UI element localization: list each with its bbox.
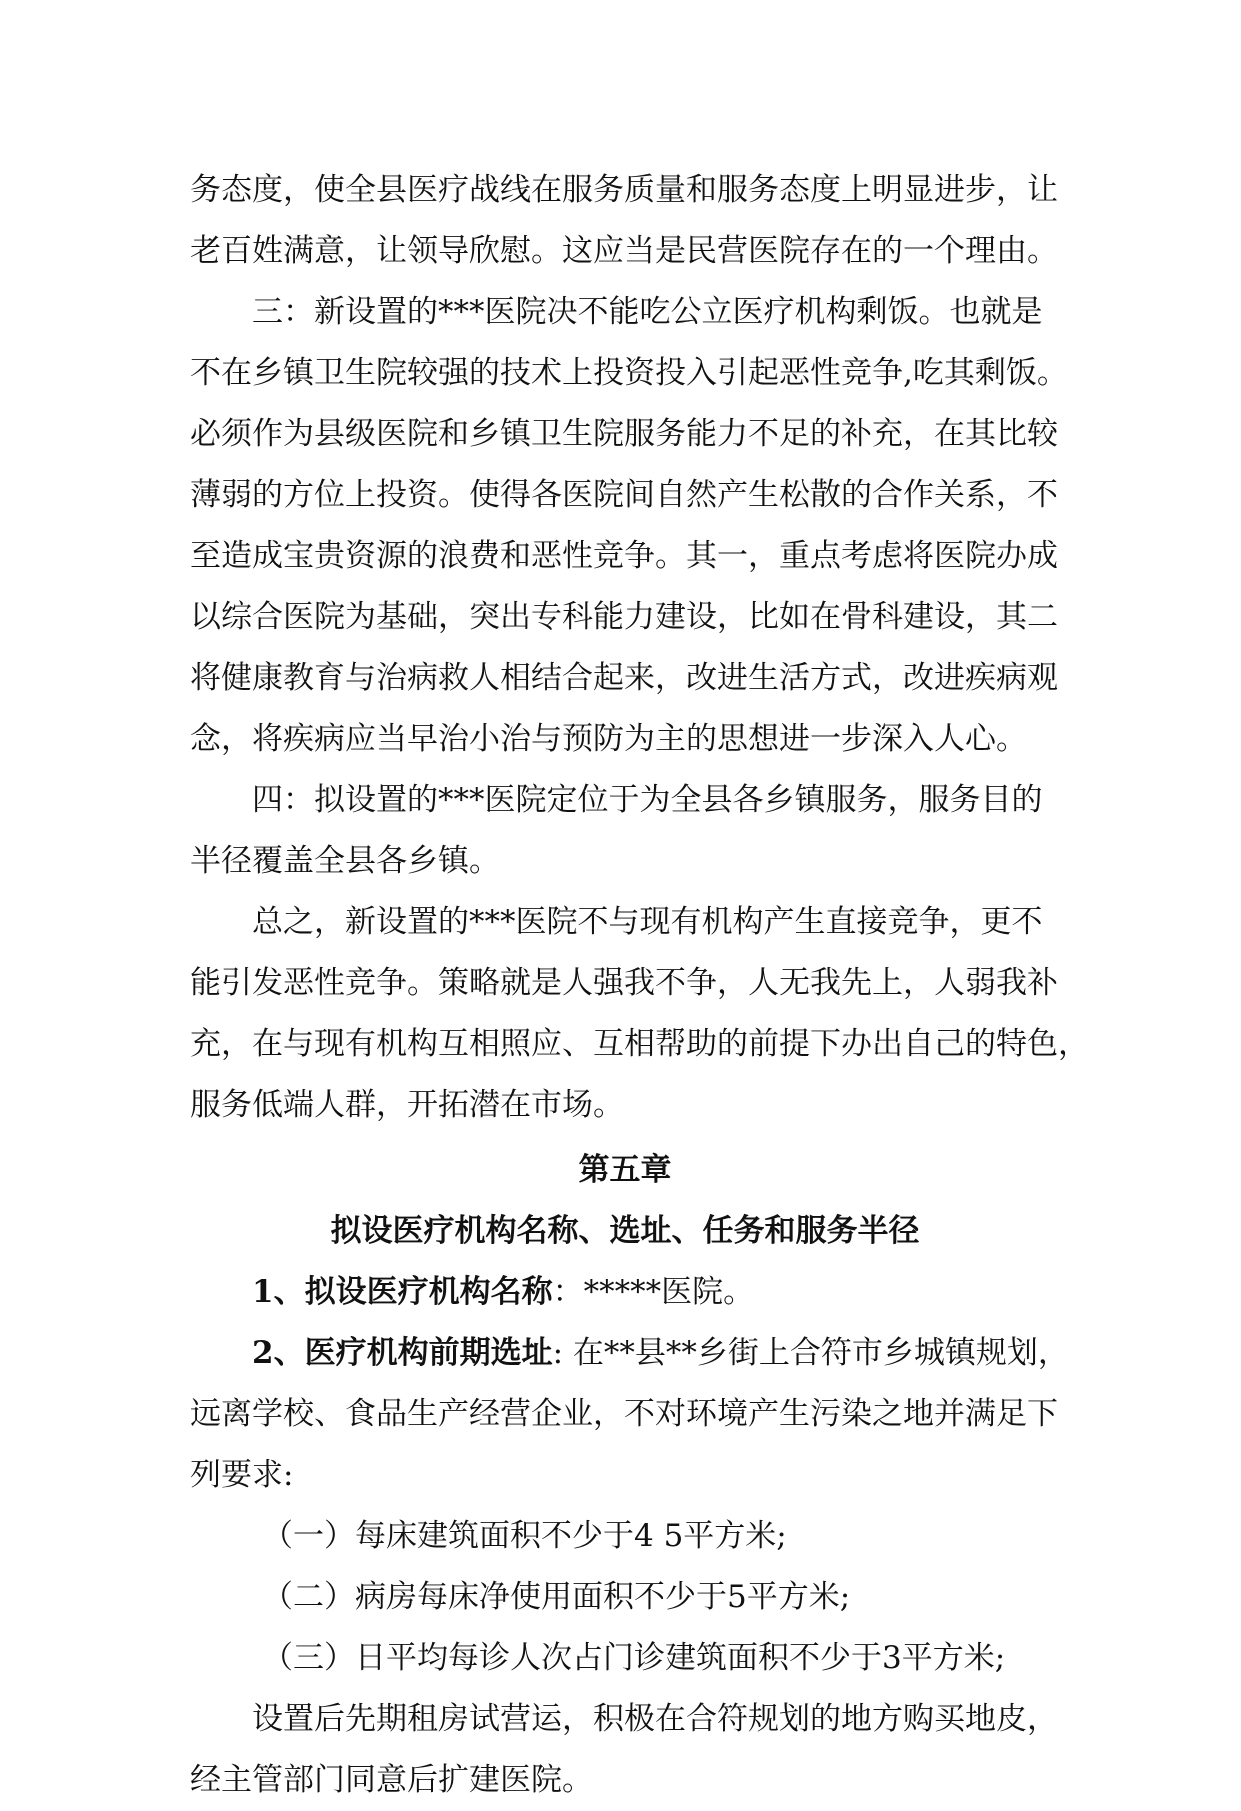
- text-line: 念，将疾病应当早治小治与预防为主的思想进一步深入人心。: [190, 721, 1027, 757]
- text-line: 务态度，使全县医疗战线在服务质量和服务态度上明显进步，让: [190, 172, 1058, 208]
- text-line: 能引发恶性竞争。策略就是人强我不争，人无我先上，人弱我补: [190, 965, 1058, 1001]
- text-line: 远离学校、食品生产经营企业，不对环境产生污染之地并满足下: [190, 1396, 1058, 1432]
- text-line: 总之，新设置的***医院不与现有机构产生直接竞争，更不: [252, 904, 1043, 940]
- item-text: ：*****医院。: [552, 1274, 755, 1310]
- requirements-list: [190, 1506, 1060, 1689]
- text-line: 至造成宝贵资源的浪费和恶性竞争。其一，重点考虑将医院办成: [190, 538, 1058, 574]
- text-line: 老百姓满意，让领导欣慰。这应当是民营医院存在的一个理由。: [190, 233, 1058, 269]
- text-line: 将健康教育与治病救人相结合起来，改进生活方式，改进疾病观: [190, 660, 1058, 696]
- paragraph-point-three: [190, 282, 1068, 770]
- document-body: [190, 160, 1089, 1811]
- text-line: 服务低端人群，开拓潜在市场。: [190, 1087, 624, 1123]
- text-line: 以综合医院为基础，突出专科能力建设，比如在骨科建设，其二: [190, 599, 1058, 635]
- item-label: 1、拟设医疗机构名称: [252, 1274, 553, 1310]
- item-site-selection: [190, 1323, 1069, 1506]
- text-line: 半径覆盖全县各乡镇。: [190, 843, 500, 879]
- text-line: 四：拟设置的***医院定位于为全县各乡镇服务，服务目的: [252, 782, 1043, 818]
- paragraph-summary: [190, 892, 1089, 1136]
- text-line: 充，在与现有机构互相照应、互相帮助的前提下办出自己的特色，: [190, 1026, 1089, 1062]
- requirement-item: （二）病房每床净使用面积不少于5平方米;: [262, 1579, 851, 1615]
- item-text: : 在**县**乡街上合符市乡城镇规划，: [552, 1335, 1069, 1371]
- requirement-item: （一）每床建筑面积不少于4 5平方米;: [262, 1518, 787, 1554]
- paragraph-closing: [190, 1689, 1060, 1811]
- text-line: [190, 1323, 1069, 1384]
- paragraph-point-four: [190, 770, 1060, 892]
- text-line: 必须作为县级医院和乡镇卫生院服务能力不足的补充，在其比较: [190, 416, 1058, 452]
- item-label: 2、医疗机构前期选址: [252, 1335, 553, 1371]
- chapter-title: 拟设医疗机构名称、选址、任务和服务半径: [330, 1213, 920, 1249]
- text-line: [190, 1262, 1060, 1323]
- text-line: 三：新设置的***医院决不能吃公立医疗机构剩饭。也就是: [252, 294, 1043, 330]
- text-line: 经主管部门同意后扩建医院。: [190, 1762, 593, 1798]
- item-institution-name: [190, 1262, 1060, 1323]
- text-line: 列要求:: [190, 1457, 294, 1493]
- requirement-item: （三）日平均每诊人次占门诊建筑面积不少于3平方米;: [262, 1640, 1006, 1676]
- text-line: 设置后先期租房试营运，积极在合符规划的地方购买地皮，: [252, 1701, 1058, 1737]
- paragraph-service-attitude: [190, 160, 1060, 282]
- chapter-number: 第五章: [578, 1152, 672, 1188]
- text-line: 不在乡镇卫生院较强的技术上投资投入引起恶性竞争,吃其剩饭。: [190, 355, 1068, 391]
- text-line: 薄弱的方位上投资。使得各医院间自然产生松散的合作关系，不: [190, 477, 1058, 513]
